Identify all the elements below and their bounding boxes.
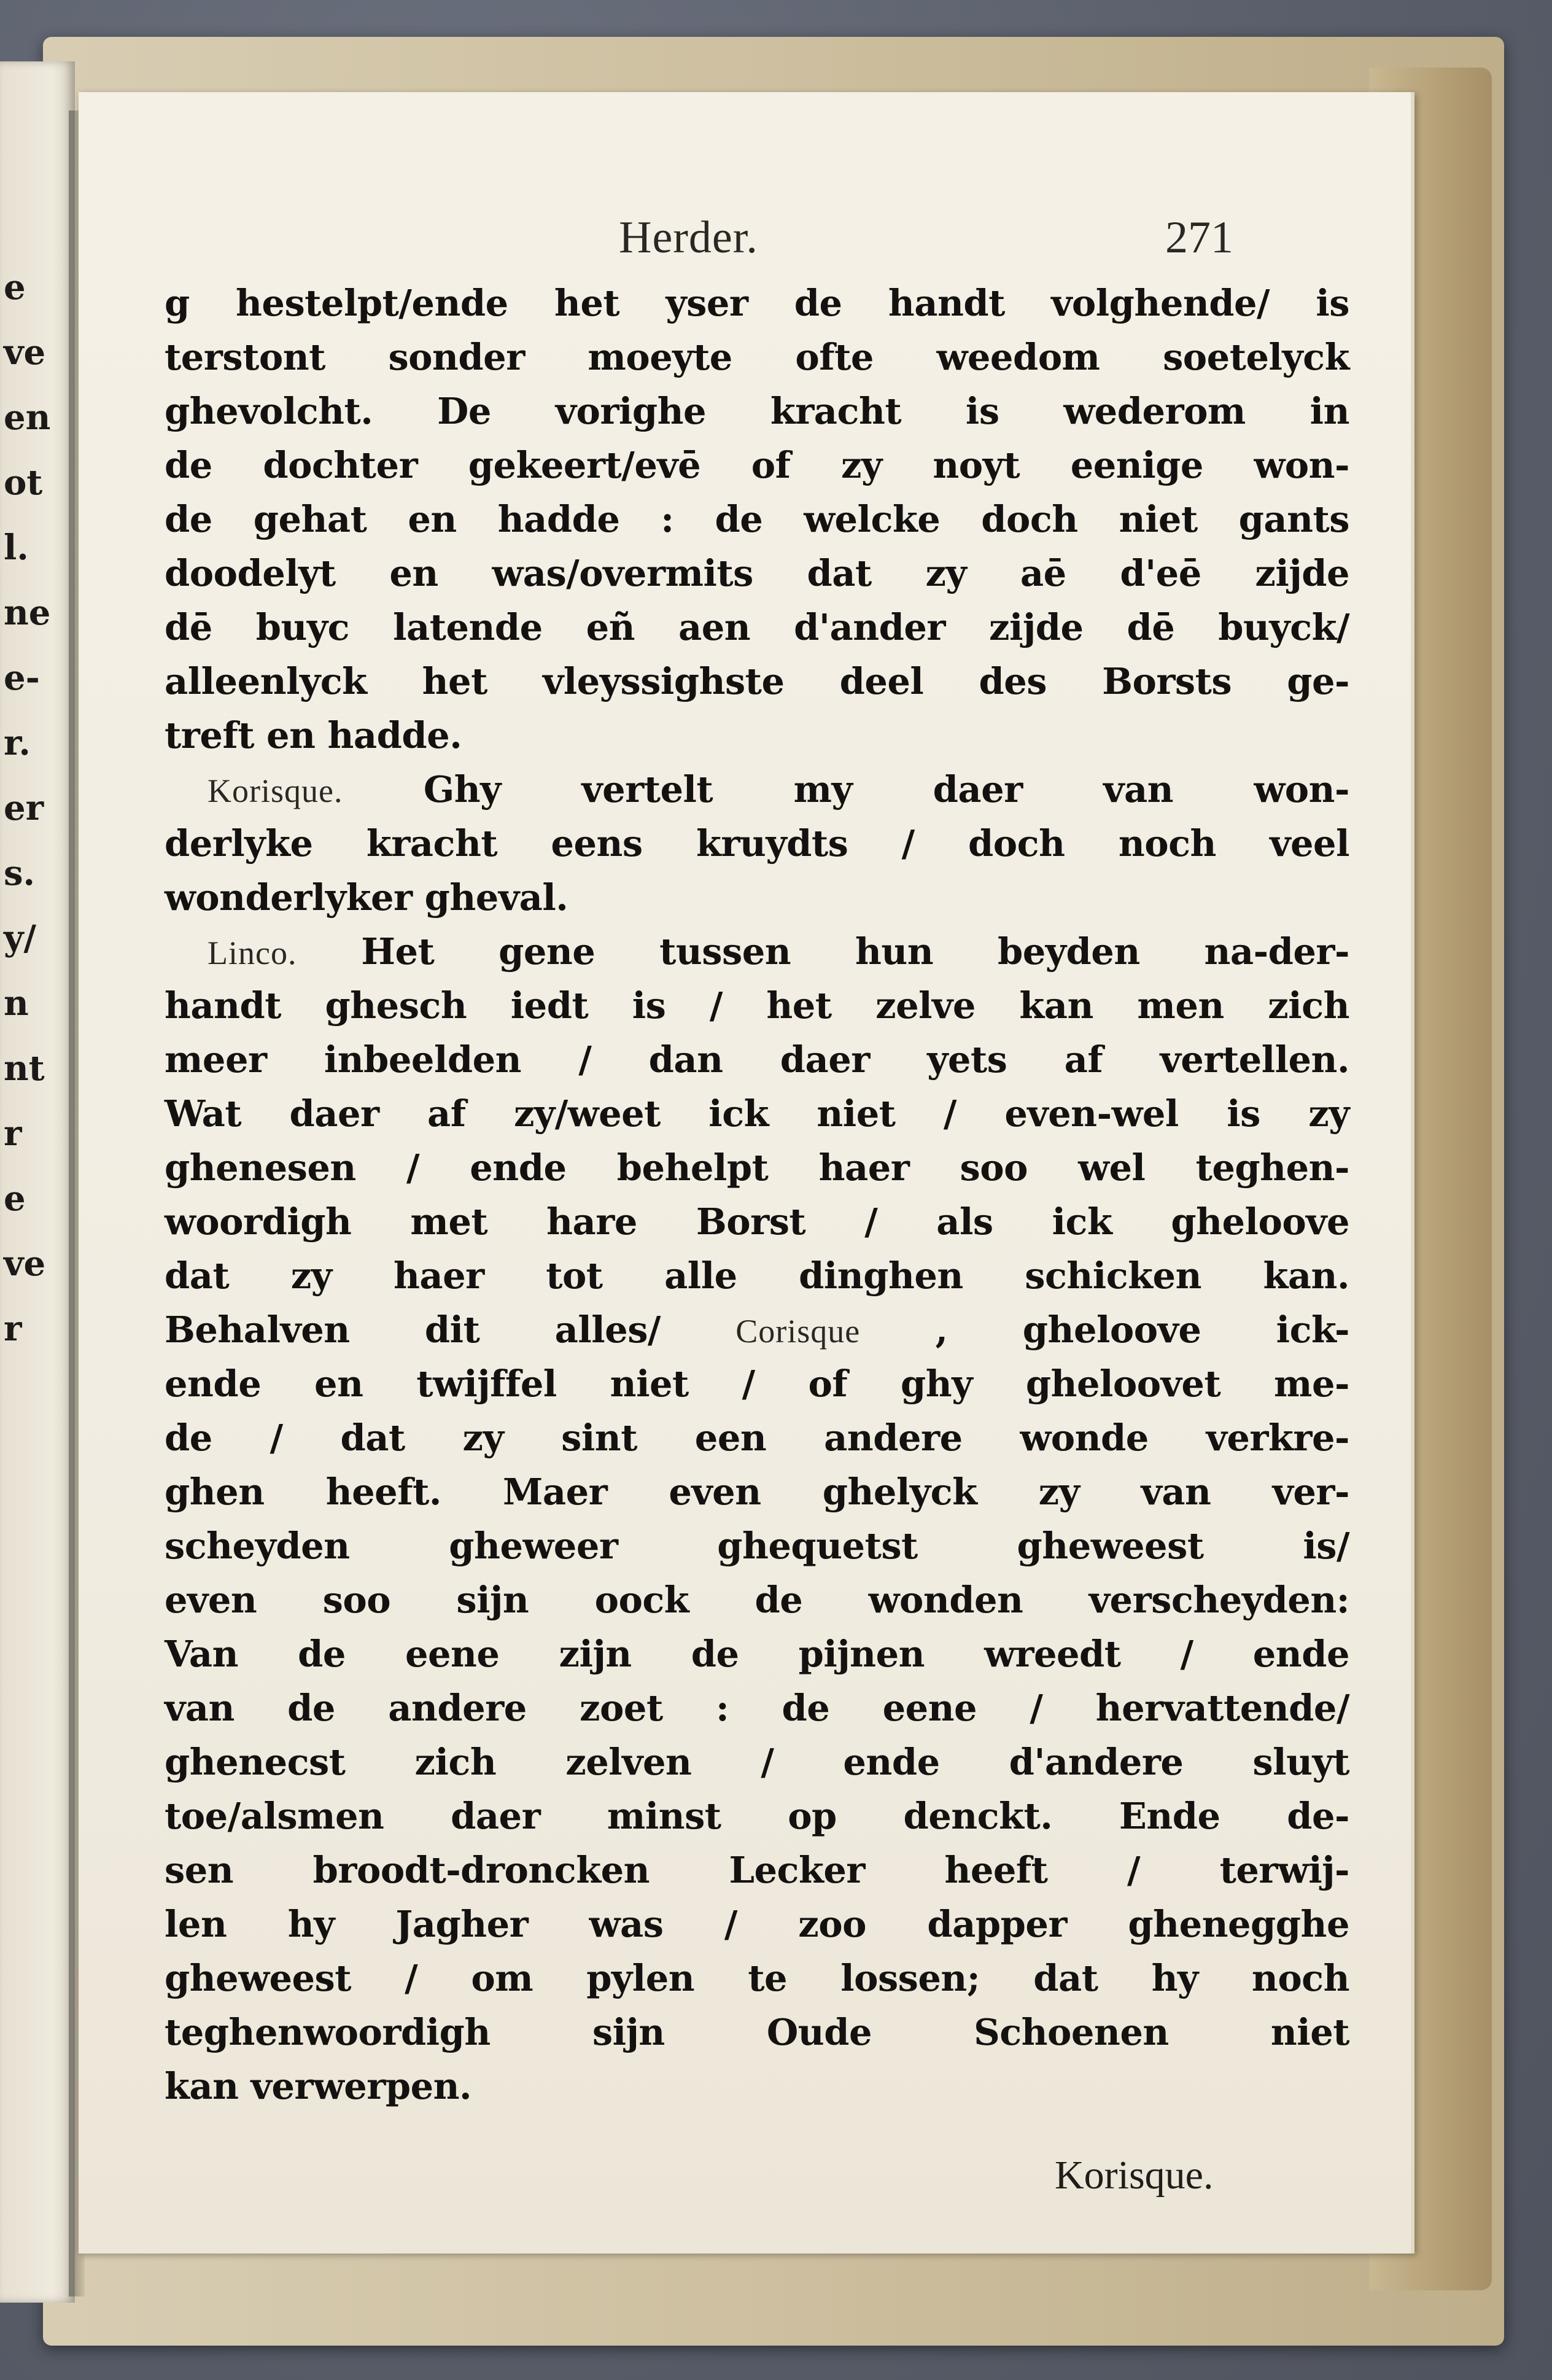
running-head: Herder.: [619, 212, 758, 263]
text-line: [165, 330, 1349, 384]
left-page-fragment: ot: [4, 462, 43, 503]
left-page-fragment: nt: [4, 1048, 45, 1089]
text-line: [165, 817, 1349, 871]
line-text: dat zy haer tot alle dinghen schicken kan.: [165, 1254, 1349, 1297]
line-text: scheyden gheweer ghequetst gheweest is/: [165, 1525, 1349, 1567]
text-line: [165, 601, 1349, 655]
text-line: [165, 492, 1349, 546]
left-page-fragment: r.: [4, 723, 31, 763]
text-line: [165, 1843, 1349, 1897]
speaker-name: Korisque.: [208, 772, 343, 809]
left-page-fragment: ve: [4, 332, 46, 373]
left-page-fragment: en: [4, 397, 51, 438]
line-text: ghenecst zich zelven / ende d'andere sluyt: [165, 1741, 1349, 1783]
text-line: [165, 655, 1349, 709]
left-page-fragment: y/: [4, 918, 36, 959]
line-text: Van de eene zijn de pijnen wreedt / ende: [165, 1633, 1349, 1675]
text-line: [165, 1951, 1349, 2005]
speaker-name: Corisque: [735, 1313, 861, 1350]
text-line: [165, 1195, 1349, 1249]
line-text: ende en twijffel niet / of ghy gheloovet me-: [165, 1363, 1349, 1405]
text-line: [165, 1627, 1349, 1681]
text-line: [165, 384, 1349, 438]
text-line: [165, 1573, 1349, 1627]
text-line: [165, 546, 1349, 601]
text-line: [165, 1087, 1349, 1141]
line-text: treft en hadde.: [165, 714, 462, 756]
text-line: [165, 1519, 1349, 1573]
line-text: alleenlyck het vleyssighste deel des Borsts ge-: [165, 660, 1349, 702]
line-text: van de andere zoet : de eene / hervattende/: [165, 1687, 1349, 1729]
text-line: [165, 1141, 1349, 1195]
line-text: kan verwerpen.: [165, 2065, 472, 2107]
line-text: gheweest / om pylen te lossen; dat hy noch: [165, 1957, 1349, 1999]
text-line: [165, 1411, 1349, 1465]
line-text: doodelyt en was/overmits dat zy aē d'eē zijde: [165, 552, 1349, 594]
left-page-fragment: e: [4, 267, 26, 308]
line-text: dē buyc latende eñ aen d'ander zijde dē buyck/: [165, 606, 1349, 648]
line-text: sen broodt-droncken Lecker heeft / terwij-: [165, 1849, 1349, 1891]
speaker-name: Linco.: [208, 935, 297, 971]
text-line: [165, 2005, 1349, 2059]
line-text: de / dat zy sint een andere wonde verkre-: [165, 1417, 1349, 1459]
line-text: wonderlyker gheval.: [165, 876, 568, 919]
line-text: even soo sijn oock de wonden verscheyden:: [165, 1579, 1349, 1621]
text-line: [165, 1033, 1349, 1087]
text-line: [165, 871, 1349, 925]
left-page-fragment: l.: [4, 527, 29, 568]
catchword: Korisque.: [1055, 2153, 1214, 2198]
text-line: [165, 763, 1349, 817]
text-line: [165, 1303, 1349, 1357]
line-text: meer inbeelden / dan daer yets af vertellen.: [165, 1038, 1349, 1081]
line-text: derlyke kracht eens kruydts / doch noch veel: [165, 822, 1349, 865]
left-page-fragment: er: [4, 788, 44, 828]
line-text: ghevolcht. De vorighe kracht is wederom in: [165, 390, 1349, 432]
left-page-fragment: ve: [4, 1243, 46, 1284]
left-page-fragment: e: [4, 1178, 26, 1219]
line-text: terstont sonder moeyte ofte weedom soetelyck: [165, 336, 1349, 378]
text-line: [165, 1789, 1349, 1843]
text-line: [165, 1735, 1349, 1789]
left-page-fragment: ne: [4, 593, 51, 633]
text-line: [165, 1465, 1349, 1519]
text-line: [165, 438, 1349, 492]
book-page: [79, 92, 1414, 2254]
line-text: ghen heeft. Maer even ghelyck zy van ver-: [165, 1471, 1349, 1513]
left-page-fragment: s.: [4, 853, 36, 893]
left-page-edge: [0, 61, 75, 2303]
line-text: toe/alsmen daer minst op denckt. Ende de-: [165, 1795, 1349, 1837]
left-page-fragment: e-: [4, 658, 40, 698]
text-line: [165, 1897, 1349, 1951]
line-text: Ghy vertelt my daer van won-: [423, 768, 1349, 811]
page-number: 271: [1165, 212, 1233, 263]
line-text: , gheloove ick-: [935, 1309, 1349, 1351]
line-text: Behalven dit alles/: [165, 1309, 661, 1351]
line-text: Wat daer af zy/weet ick niet / even-wel is zy: [165, 1092, 1349, 1135]
text-line: [165, 1249, 1349, 1303]
line-text: de dochter gekeert/evē of zy noyt eenige won-: [165, 444, 1349, 486]
line-text: teghenwoordigh sijn Oude Schoenen niet: [165, 2011, 1349, 2053]
text-line: [165, 2059, 1349, 2114]
text-line: [165, 925, 1349, 979]
text-line: [165, 709, 1349, 763]
line-text: g hestelpt/ende het yser de handt volghende/ is: [165, 282, 1349, 324]
line-text: Het gene tussen hun beyden na-der-: [361, 930, 1349, 973]
line-text: len hy Jagher was / zoo dapper ghenegghe: [165, 1903, 1349, 1945]
text-line: [165, 1681, 1349, 1735]
text-line: [165, 979, 1349, 1033]
line-text: handt ghesch iedt is / het zelve kan men zich: [165, 984, 1349, 1027]
line-text: ghenesen / ende behelpt haer soo wel teghen-: [165, 1146, 1349, 1189]
page-header: [79, 212, 1411, 273]
left-page-fragment: r: [4, 1113, 22, 1154]
text-line: [165, 1357, 1349, 1411]
line-text: de gehat en hadde : de welcke doch niet gants: [165, 498, 1349, 540]
line-text: woordigh met hare Borst / als ick gheloove: [165, 1200, 1349, 1243]
left-page-fragment: r: [4, 1309, 22, 1349]
body-text: [165, 276, 1349, 2114]
left-page-fragment: n: [4, 983, 29, 1024]
text-line: [165, 276, 1349, 330]
